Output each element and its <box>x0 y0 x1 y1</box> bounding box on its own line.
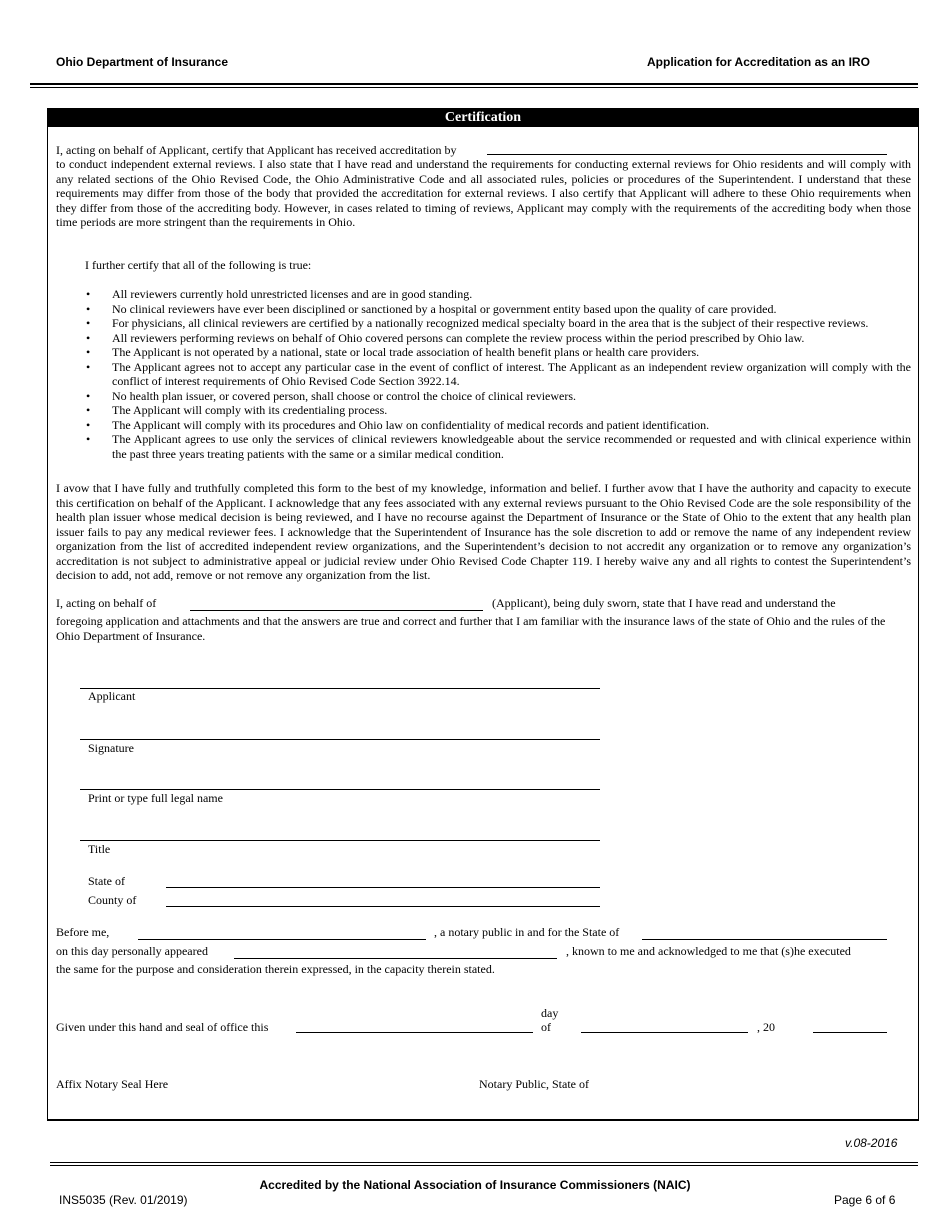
notary-public-in-label: , a notary public in and for the State of <box>434 925 620 939</box>
personally-appeared-label: on this day personally appeared <box>56 944 208 958</box>
list-item: • For physicians, all clinical reviewers are certified by a nationally recognized medical specialty board in the area that is the subject of their respective reviews. <box>86 316 911 331</box>
further-certify: I further certify that all of the following is true: <box>85 258 312 272</box>
day-label: day <box>541 1006 559 1020</box>
header-rule <box>30 83 918 85</box>
signature-label: Signature <box>88 741 134 755</box>
list-item: • No clinical reviewers have ever been disciplined or sanctioned by a hospital or government entity based upon the quality of care provided. <box>86 302 911 317</box>
list-item: • The Applicant will comply with its credentialing process. <box>86 403 911 418</box>
list-item: • All reviewers performing reviews on behalf of Ohio covered persons can complete the review process within the period prescribed by Ohio law. <box>86 331 911 346</box>
same-purpose-text: the same for the purpose and consideration therein expressed, in the capacity therein stated. <box>56 962 495 976</box>
applicant-label: Applicant <box>88 689 136 703</box>
applicant-field[interactable] <box>80 688 600 689</box>
form-number: INS5035 (Rev. 01/2019) <box>59 1193 188 1207</box>
naic-accreditation: Accredited by the National Association of Insurance Commissioners (NAIC) <box>259 1178 691 1192</box>
of-label: of <box>541 1020 551 1034</box>
sworn-continued: foregoing application and attachments and that the answers are true and correct and further that I am familiar with the insurance laws of the state of Ohio and the rules of the Ohio Department of Insurance. <box>56 614 886 643</box>
notary-public-state-label: Notary Public, State of <box>479 1077 589 1091</box>
appeared-name-field[interactable] <box>234 958 557 959</box>
given-under-label: Given under this hand and seal of office this <box>56 1020 269 1034</box>
list-item: • The Applicant is not operated by a national, state or local trade association of health benefit plans or health care providers. <box>86 345 911 360</box>
header-rule-thin <box>30 87 918 88</box>
certification-list <box>86 287 911 461</box>
intro-first-line: I, acting on behalf of Applicant, certify that Applicant has received accreditation by <box>56 143 457 157</box>
print-name-label: Print or type full legal name <box>88 791 223 805</box>
county-of-field[interactable] <box>166 906 600 907</box>
avow-paragraph: I avow that I have fully and truthfully completed this form to the best of my knowledge, information and belief. I further avow that I have the authority and capacity to execute this certification on behalf of the Applicant. I acknowledge that any fees associated with any external reviews pursuant to the Ohio Revised Code are the sole responsibility of the health plan issuer whose medical decision is being reviewed, and I have no recourse against the Department of Insurance or the State of Ohio to the extent that any health plan issuer fails to pay any medical reviewer fees. I acknowledge that the Superintendent of Insurance has the sole discretion to add or remove the name of any independent review organization from the list of accredited independent review organizations, and the Superintendent’s decision to not accredit any organization or to remove any organization’s accreditation is not subject to administrative appeal or judicial review under Ohio Revised Code Chapter 119. I hereby waive any and all rights to contest the Superintendent’s decision to add, not add, remove or not remove any organization from the list. <box>56 481 911 582</box>
before-me-label: Before me, <box>56 925 110 939</box>
sworn-suffix: (Applicant), being duly sworn, state that I have read and understand the <box>492 596 836 610</box>
intro-body: to conduct independent external reviews. I also state that I have read and understand the requirements for conducting external reviews for Ohio residents and will comply with any related sections of the Ohio Revised Code, the Ohio Administrative Code and all associated rules, policies or procedures of the Superintendent. I understand that these requirements may differ from those of the body that provided the accreditation for external reviews. I also certify that Applicant will adhere to these Ohio requirements when they differ from those of the accrediting body. However, in cases related to timing of reviews, Applicant may comply with the requirements of the accrediting body when those time periods are more stringent than the requirements in Ohio. <box>56 157 911 229</box>
state-of-field[interactable] <box>166 887 600 888</box>
print-name-field[interactable] <box>80 789 600 790</box>
month-field[interactable] <box>581 1032 748 1033</box>
notary-name-field[interactable] <box>138 939 426 940</box>
title-label: Title <box>88 842 111 856</box>
county-of-label: County of <box>88 893 137 907</box>
version-label: v.08-2016 <box>845 1136 898 1150</box>
agency-name: Ohio Department of Insurance <box>56 55 229 69</box>
known-to-me-label: , known to me and acknowledged to me that (s)he executed <box>566 944 851 958</box>
page-number: Page 6 of 6 <box>834 1193 896 1207</box>
list-item: • The Applicant agrees to use only the services of clinical reviewers knowledgeable about the service recommended or requested and with clinical experience within the past three years treating patients with the same or a similar medical condition. <box>86 432 911 461</box>
list-item: • All reviewers currently hold unrestricted licenses and are in good standing. <box>86 287 911 302</box>
year-prefix-label: , 20 <box>757 1020 775 1034</box>
title-field[interactable] <box>80 840 600 841</box>
list-item: • No health plan issuer, or covered person, shall choose or control the choice of clinical reviewers. <box>86 389 911 404</box>
signature-field[interactable] <box>80 739 600 740</box>
list-item: • The Applicant will comply with its procedures and Ohio law on confidentiality of medical records and patient identification. <box>86 418 911 433</box>
list-item: • The Applicant agrees not to accept any particular case in the event of conflict of interest. The Applicant as an independent review organization will comply with the conflict of interest requirements of Ohio Revised Code Section 3922.14. <box>86 360 911 389</box>
section-title: Certification <box>47 109 919 127</box>
applicant-name-field[interactable] <box>190 610 483 611</box>
day-field[interactable] <box>296 1032 533 1033</box>
notary-state-field[interactable] <box>642 939 887 940</box>
form-title: Application for Accreditation as an IRO <box>647 55 870 69</box>
footer-rule-2 <box>50 1165 918 1166</box>
year-field[interactable] <box>813 1032 887 1033</box>
sworn-prefix: I, acting on behalf of <box>56 596 157 610</box>
affix-seal-label: Affix Notary Seal Here <box>56 1077 169 1091</box>
state-of-label: State of <box>88 874 125 888</box>
accrediting-body-field[interactable] <box>487 154 887 155</box>
footer-rule <box>50 1162 918 1163</box>
